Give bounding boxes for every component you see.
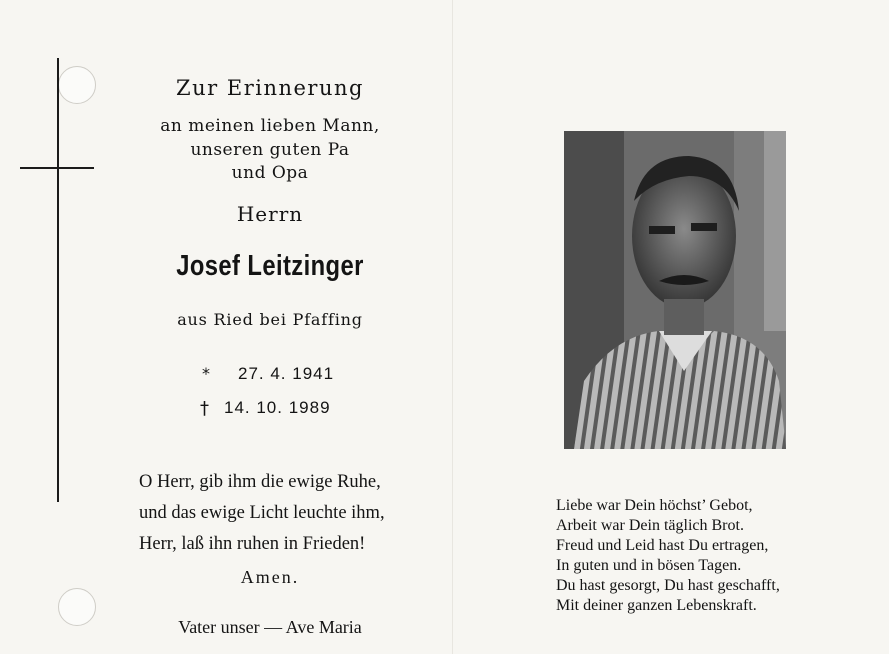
birth-date: 27. 4. 1941	[238, 364, 335, 383]
portrait-photo	[564, 131, 786, 449]
honorific: Herrn	[236, 202, 304, 226]
prayer-line-1: O Herr, gib ihm die ewige Ruhe,	[139, 472, 381, 492]
dedication-line-1: an meinen lieben Mann,	[160, 116, 380, 136]
poem-line-4: In guten und in bösen Tagen.	[556, 557, 742, 574]
prayer-line-2: und das ewige Licht leuchte ihm,	[139, 503, 385, 523]
origin: aus Ried bei Pfaffing	[177, 310, 363, 329]
prayer-line-3: Herr, laß ihn ruhen in Frieden!	[139, 534, 366, 554]
death-cross-icon: †	[200, 398, 209, 419]
closing-prayers: Vater unser — Ave Maria	[178, 617, 362, 637]
death-date: 14. 10. 1989	[224, 398, 331, 417]
amen: Amen.	[240, 567, 300, 587]
cross-icon-vertical-bar	[57, 58, 59, 502]
heading: Zur Erinnerung	[176, 76, 364, 100]
poem-line-3: Freud und Leid hast Du ertragen,	[556, 537, 769, 554]
fold-line	[452, 0, 453, 654]
poem-line-2: Arbeit war Dein täglich Brot.	[556, 517, 744, 534]
poem-line-1: Liebe war Dein höchst’ Gebot,	[556, 497, 753, 514]
poem-line-6: Mit deiner ganzen Lebenskraft.	[556, 597, 757, 614]
portrait-image	[564, 131, 786, 449]
deceased-name: Josef Leitzinger	[176, 250, 364, 282]
cross-icon-horizontal-bar	[20, 167, 94, 169]
birth-star-icon: *	[202, 364, 210, 383]
dedication-line-2: unseren guten Pa	[190, 140, 350, 160]
poem-line-5: Du hast gesorgt, Du hast geschafft,	[556, 577, 780, 594]
dedication-line-3: und Opa	[231, 163, 309, 183]
